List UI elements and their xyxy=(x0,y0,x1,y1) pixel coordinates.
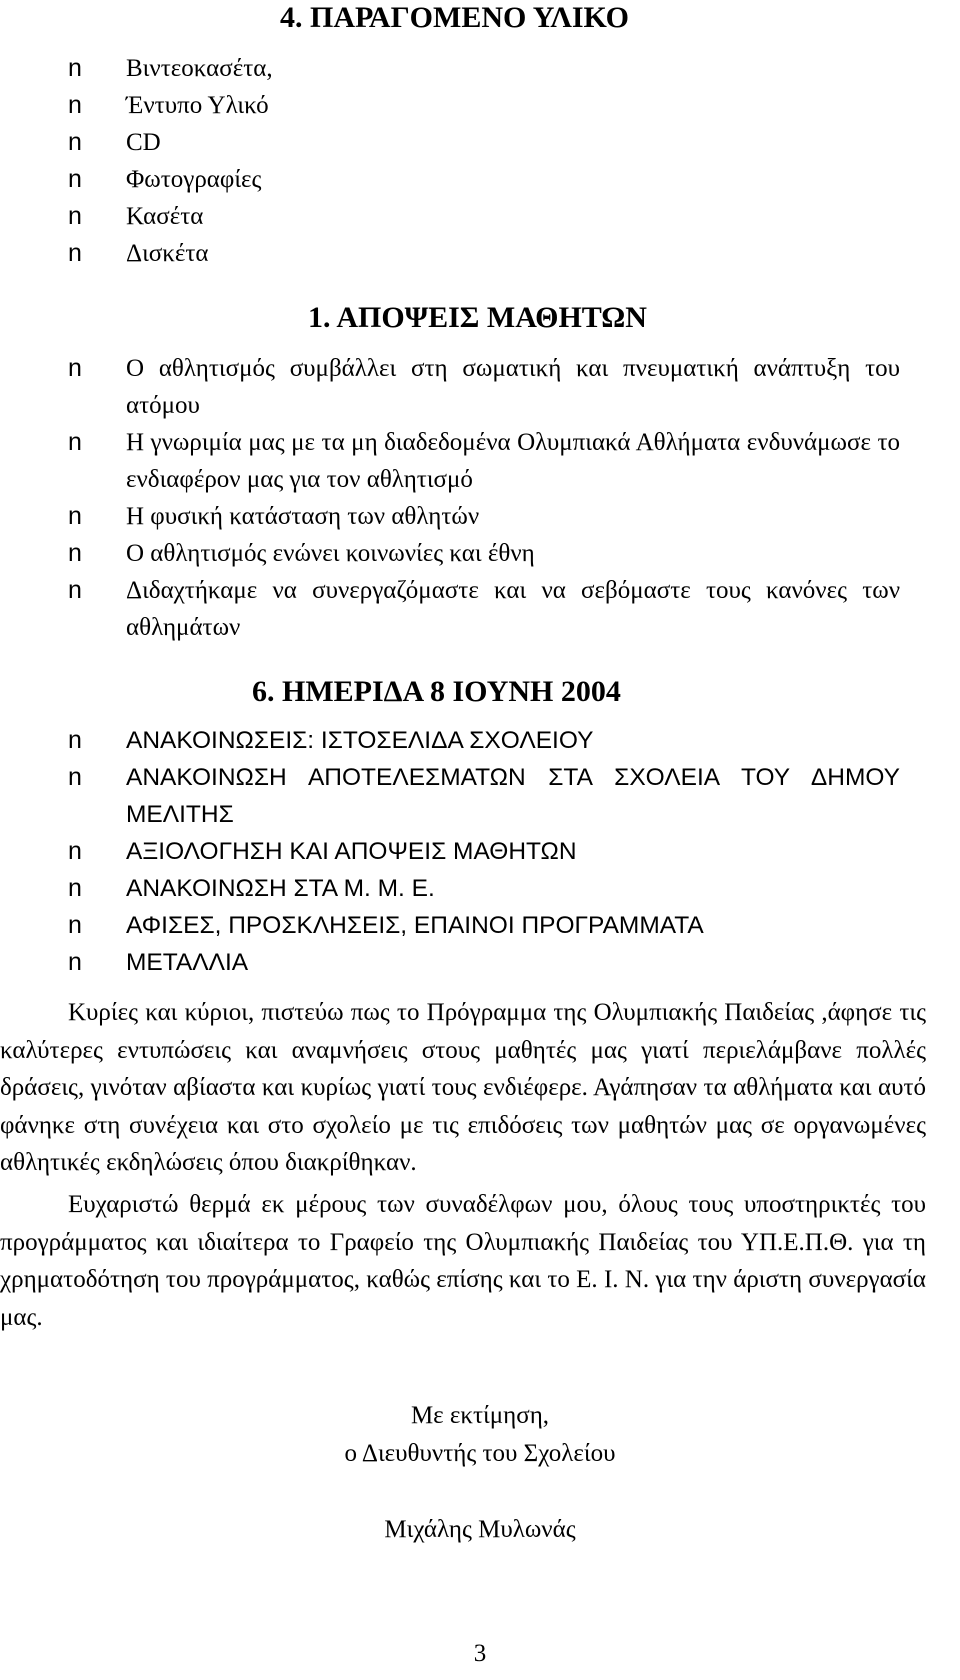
bullet-icon: n xyxy=(68,128,82,156)
list-item: n Η φυσική κατάσταση των αθλητών xyxy=(68,498,900,535)
list-item: n ΜΕΤΑΛΛΙΑ xyxy=(68,944,900,981)
bullet-icon: n xyxy=(68,165,82,193)
list-item: n ΑΞΙΟΛΟΓΗΣΗ ΚΑΙ ΑΠΟΨΕΙΣ ΜΑΘΗΤΩΝ xyxy=(68,833,900,870)
closing-title: ο Διευθυντής του Σχολείου xyxy=(344,1440,616,1467)
list-item: n Ο αθλητισμός συμβάλλει στη σωματική και πνευματική ανάπτυξη του ατόμου xyxy=(68,350,900,424)
bullet-icon: n xyxy=(68,726,82,754)
list-item: n ΑΝΑΚΟΙΝΩΣΗ ΑΠΟΤΕΛΕΣΜΑΤΩΝ ΣΤΑ ΣΧΟΛΕΙΑ ΤΟΥ ΔΗΜΟΥ ΜΕΛΙΤΗΣ xyxy=(68,759,900,833)
produced-material-list xyxy=(68,50,568,272)
signatory-name: Μιχάλης Μυλωνάς xyxy=(384,1516,576,1543)
list-item: n Κασέτα xyxy=(68,198,568,235)
section-heading-produced-material: 4. ΠΑΡΑΓΟΜΕΝΟ ΥΛΙΚΟ xyxy=(280,1,629,34)
bullet-icon: n xyxy=(68,874,82,902)
bullet-icon: n xyxy=(68,91,82,119)
list-item: n Δισκέτα xyxy=(68,235,568,272)
bullet-icon: n xyxy=(68,239,82,267)
list-item: n Βιντεοκασέτα, xyxy=(68,50,568,87)
list-item: n Ο αθλητισμός ενώνει κοινωνίες και έθνη xyxy=(68,535,900,572)
body-paragraph: Κυρίες και κύριοι, πιστεύω πως το Πρόγραμμα της Ολυμπιακής Παιδείας ,άφησε τις καλύτερες εντυπώσεις και αναμνήσεις στους μαθητές μας γιατί περιελάμβανε πολλές δράσεις, γινόταν αβίαστα και κυρίως γιατί τους ενδιέφερε. Αγάπησαν τα αθλήματα και αυτό φάνηκε στη συνέχεια και στο σχολείο με τις επιδόσεις των μαθητών μας σε οργανωμένες αθλητικές εκδηλώσεις όπου διακρίθηκαν. xyxy=(0,999,926,1176)
section-heading-student-opinions: 1. ΑΠΟΨΕΙΣ ΜΑΘΗΤΩΝ xyxy=(308,301,647,334)
workshop-list xyxy=(68,722,900,981)
bullet-icon: n xyxy=(68,763,82,791)
closing-regards: Με εκτίμηση, xyxy=(410,1402,550,1429)
bullet-icon: n xyxy=(68,502,82,530)
list-item: n CD xyxy=(68,124,568,161)
list-item: n ΑΝΑΚΟΙΝΩΣΗ ΣΤΑ Μ. Μ. Ε. xyxy=(68,870,900,907)
body-paragraph: Ευχαριστώ θερμά εκ μέρους των συναδέλφων μου, όλους τους υποστηρικτές του προγράμματος και ιδιαίτερα το Γραφείο της Ολυμπιακής Παιδείας του ΥΠ.Ε.Π.Θ. για τη χρηματοδότηση του προγράμματος, καθώς επίσης και το Ε. Ι. Ν. για την άριστη συνεργασία μας. xyxy=(0,1191,926,1331)
page-number: 3 xyxy=(473,1640,487,1667)
bullet-icon: n xyxy=(68,948,82,976)
bullet-icon: n xyxy=(68,354,82,382)
bullet-icon: n xyxy=(68,911,82,939)
bullet-icon: n xyxy=(68,576,82,604)
bullet-icon: n xyxy=(68,54,82,82)
bullet-icon: n xyxy=(68,837,82,865)
list-item: n ΑΦΙΣΕΣ, ΠΡΟΣΚΛΗΣΕΙΣ, ΕΠΑΙΝΟΙ ΠΡΟΓΡΑΜΜΑΤΑ xyxy=(68,907,900,944)
bullet-icon: n xyxy=(68,428,82,456)
list-item: n Έντυπο Υλικό xyxy=(68,87,568,124)
bullet-icon: n xyxy=(68,202,82,230)
list-item: n ΑΝΑΚΟΙΝΩΣΕΙΣ: ΙΣΤΟΣΕΛΙΔΑ ΣΧΟΛΕΙΟΥ xyxy=(68,722,900,759)
student-opinions-list xyxy=(68,350,900,646)
list-item: n Φωτογραφίες xyxy=(68,161,568,198)
section-heading-workshop: 6. ΗΜΕΡΙΔΑ 8 ΙΟΥΝΗ 2004 xyxy=(252,675,621,708)
bullet-icon: n xyxy=(68,539,82,567)
list-item: n Διδαχτήκαμε να συνεργαζόμαστε και να σεβόμαστε τους κανόνες των αθλημάτων xyxy=(68,572,900,646)
list-item: n Η γνωριμία μας με τα μη διαδεδομένα Ολυμπιακά Αθλήματα ενδυνάμωσε το ενδιαφέρον μας για τον αθλητισμό xyxy=(68,424,900,498)
